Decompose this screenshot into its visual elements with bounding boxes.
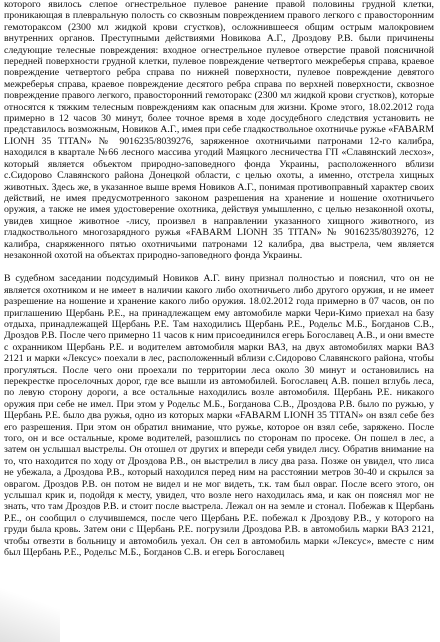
document-paragraph-facts: которого явилось слепое огнестрельное пулевое ранение правой половины грудной клетки, проникающая в плевральную полость со сквозным повреждением правого легкого с правосторонним гемотораксом (2300 мл жидкой крови сгустков), осложнившееся общим острым малокровием внутренних органов. Преступными действиями Новикова А.Г., Дроздову Р.В. были причинены следующие телесные повреждения: входное огнестрельное пулевое отверстие правой поясничной передней поверхности грудной клетки, пулевое повреждение четвертого межреберья справа, краевое повреждение четвертого ребра справа по нижней поверхности, пулевое повреждение девятого межреберья справа, краевое повреждение десятого ребра справа по верхней поверхности, сквозное повреждение правого легкого, правосторонний гемоторакс (2300 мл жидкой крови сгустков), которые относятся к тяжким телесным повреждениям как опасным для жизни. Кроме этого, 18.02.2012 года примерно в 12 часов 30 минут, более точное время в ходе досудебного следствия установить не представилось возможным, Новиков А.Г., имея при себе гладкоствольное охотничье ружье «FABARM LIONH 35 TITAN» № 9016235/8039276, заряженное охотничьими патронами 12-го калибра, находился в квартале №66 лесного массива угодий Маяцкого лесничества ГП «Славянский лесхоз», который является объектом природно-заповедного фонда Украины, расположенного вблизи с.Сидорово Славянского района Донецкой области, с целью охоты, а именно, отстрела хищных животных. Здесь же, в указанное выше время Новиков А.Г., понимая противоправный характер своих действий, не имея предусмотренного законом разрешения на хранение и ношение охотничьего оружия, а также не имея удостоверение охотника, действуя умышленно, с целью незаконной охоты, увидев хищное животное -лису, произвел в направлении указанного хищного животного, из гладкоствольного многозарядного ружья «FABARM LIONH 35 TITAN» № 9016235/8039276, 12 калибра, снаряженного пятью охотничьими патронами 12 калибра, два выстрела, чем является незаконной охотой на объектах природно-заповедного фонда Украины.	[4, 0, 434, 261]
scan-shadow	[0, 572, 60, 642]
document-paragraph-testimony: В судебном заседании подсудимый Новиков А.Г. вину признал полностью и пояснил, что он не является охотником и не имеет в наличии какого либо охотничьего либо другого оружия, и не имеет разрешение на ношение и хранение какого либо оружия. 18.02.2012 года примерно в 07 часов, он по приглашению Щербань Р.Е., на принадлежащем ему автомобиле марки Чери-Кимо приехал на базу отдыха, принадлежащей Щербань Р.Е. Там находились Щербань Р.Е., Родельс М.Б., Богданов С.В., Дроздов Р.В. После чего примерно 11 часов к ним присоединился егерь Богославец А.В., и они вместе с охранником Щербань Р.Е. и водителем автомобиля марки ВАЗ, на двух автомобилях марки ВАЗ 2121 и марки «Лексус» поехали в лес, расположенный вблизи с.Сидорово Славянского района, чтобы прогуляться. После чего они проехали по территории леса около 30 минут и остановились на перекрестке проселочных дорог, где все вышли из автомобилей. Богославец А.В. пошел вглубь леса, по левую сторону дороги, а все остальные находились возле автомобиля. Щербань Р.Е. никакого оружия при себе не имел. При этом у Родельс М.Б., Богданова С.В., Дроздова Р.В. было по ружью, у Щербань Р.Е. было два ружья, одно из которых марки «FABARM LIONH 35 TITAN» он взял себе без его разрешения. При этом он обратил внимание, что ружье, которое он взял себе, заряжено. После того, он и все остальные, кроме водителей, разошлись по сторонам по просеке. Он пошел в лес, а затем он услышал выстрелы. Он отошел от других и впереди себя увидел лису. Обратив внимание на то, что находится по ходу от Дроздова Р.В., он выстрелил в лису два раза. Позже он увидел, что лиса не убежала, а Дроздова Р.В., который находился перед ним на расстоянии метров 30-40 и скрылся за оврагом. Дроздов Р.В. он потом не видел и не мог видеть, т.к. там был овраг. После всего этого, он услышал крик и, подойдя к месту, увидел, что возле него находилась яма, и как он пояснял мог не знать, что там Дроздов Р.В. и стоит после выстрела. Лежал он на земле и стонал. Побежав к Щербань Р.Е., он сообщил о случившемся, после чего Щербань Р.Е. побежал к Дроздову Р.В., у которого на груди была кровь. Затем они с Щербань Р.Е. погрузили Дроздова Р.В. в автомобиль марки ВАЗ 2121, чтобы отвезти в больницу и автомобиль уехал. Он сел в автомобиль марки «Лексус», вместе с ним был Щербань Р.Е., Родельс М.Б., Богданов С.В. и егерь Богославец	[4, 273, 434, 559]
